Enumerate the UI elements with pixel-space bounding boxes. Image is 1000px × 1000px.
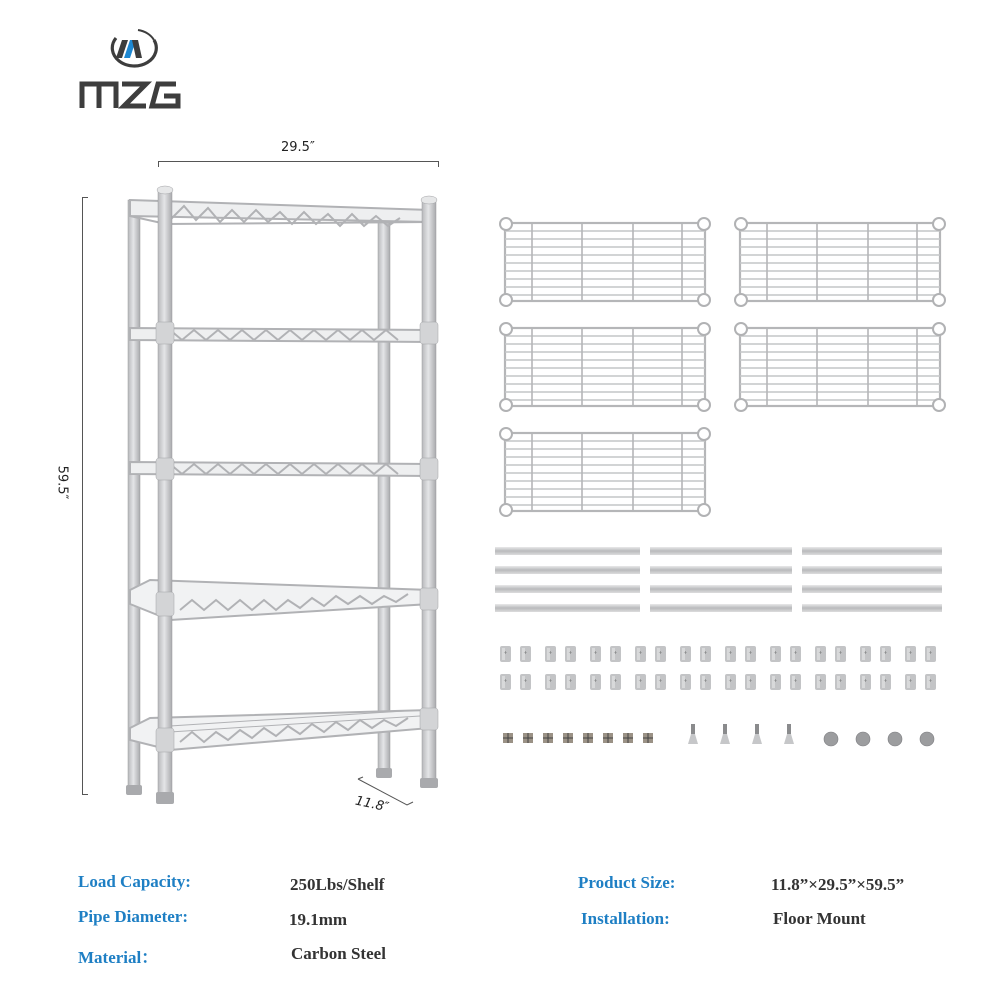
shelf-2 [130,328,430,342]
width-tick-left [158,161,159,167]
spec-label-product-size: Product Size: [578,873,676,892]
parts-clips [500,645,945,695]
pole-front-right [422,198,436,783]
foot-back-right [376,768,392,778]
spec-value-material: Carbon Steel [291,944,386,963]
shelf-1 [130,200,430,226]
width-label: 29.5″ [281,140,315,155]
width-tick-right [438,161,439,167]
foot-front-left [156,792,174,804]
wire-shelf-part [495,425,715,520]
spec-value-installation: Floor Mount [773,909,866,928]
spec-value-load-capacity: 250Lbs/Shelf [290,875,385,894]
wire-shelf-part [730,320,950,415]
height-tick-bottom [82,794,88,795]
spec-label-installation: Installation: [581,909,670,928]
spec-label-load-capacity: Load Capacity: [78,872,191,891]
end-caps [824,732,934,746]
shelf-unit-illustration [110,180,450,820]
spec-label-pipe-diameter: Pipe Diameter: [78,907,188,926]
spec-value-product-size: 11.8”×29.5”×59.5” [771,875,905,894]
wire-shelf-part [495,215,715,310]
pole-front-left [158,188,172,796]
connectors [503,733,653,743]
height-line [82,197,83,795]
shelf-3 [130,462,430,476]
width-line [158,161,439,162]
pole-back-left [128,200,140,790]
spec-value-pipe-diameter: 19.1mm [289,910,348,929]
brand-logo [76,26,184,112]
foot-back-left [126,785,142,795]
depth-label: 11.8″ [353,793,391,816]
mzg-logo-icon [76,26,184,112]
height-label: 59.5″ [54,465,70,500]
parts-hardware [500,722,945,752]
wire-shelf-part [495,320,715,415]
spec-label-material: Material： [78,948,159,967]
wire-shelf-part [730,215,950,310]
height-tick-top [82,197,88,198]
pole-back-right [378,210,390,775]
parts-poles [495,545,945,615]
leveling-feet [688,724,794,744]
foot-front-right [420,778,438,788]
